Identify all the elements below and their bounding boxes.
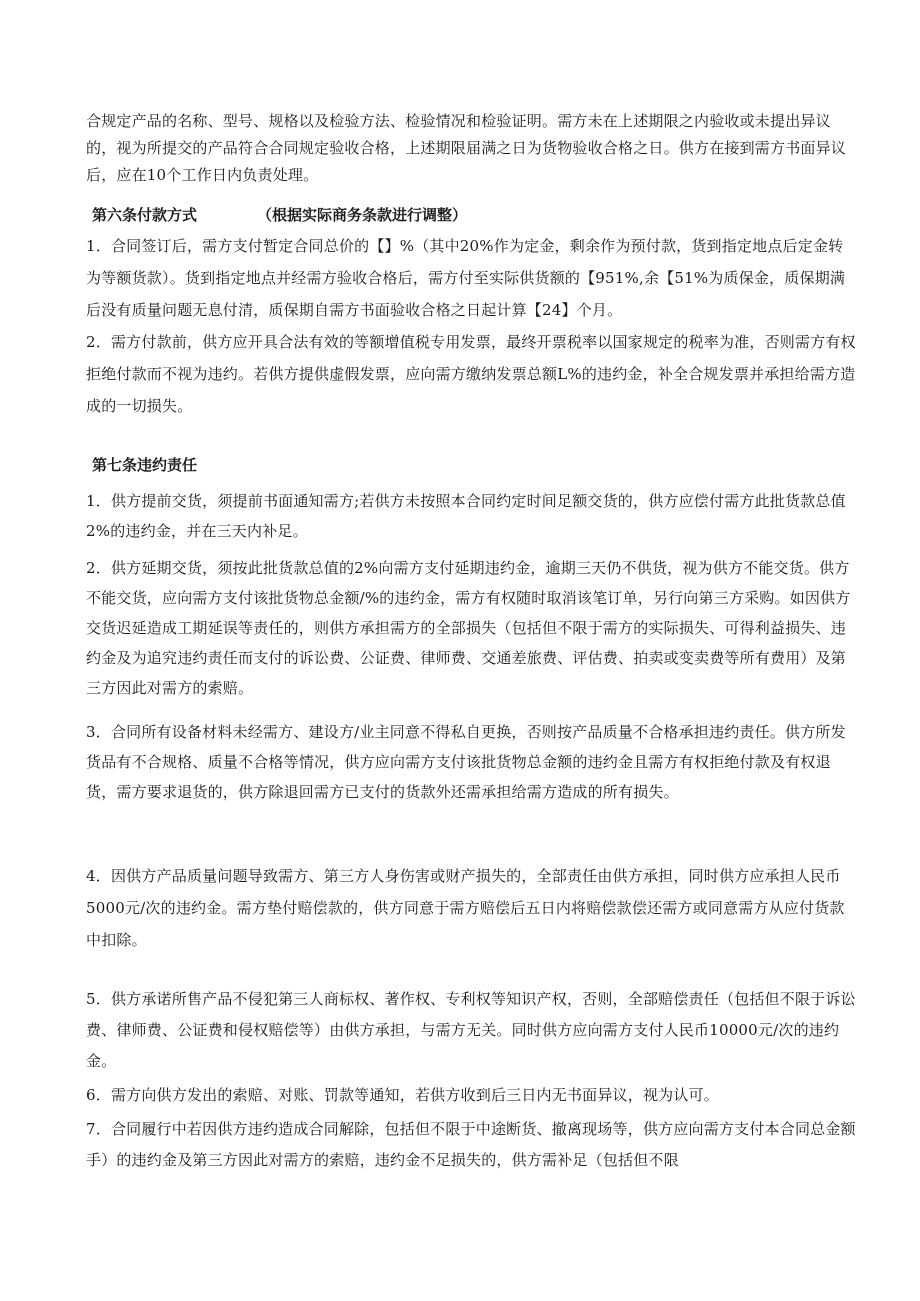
article-6-item-2: 2．需方付款前，供方应开具合法有效的等额增值税专用发票，最终开票税率以国家规定的税率为准，否则需方有权拒绝付款而不视为违约。若供方提供虚假发票，应向需方缴纳发票总额L%的违约金，补全合规发票并承担给需方造成的一切损失。 xyxy=(86,333,856,415)
article-7-item-2: 2．供方延期交货，须按此批货款总值的2%向需方支付延期违约金，逾期三天仍不供货，视为供方不能交货。供方不能交货，应向需方支付该批货物总金额/%的违约金，需方有权随时取消该笔订单，另行向第三方采购。如因供方交货迟延造成工期延误等责任的，则供方承担需方的全部损失（包括但不限于需方的实际损失、可得利益损失、违约金及为追究违约责任而支付的诉讼费、公证费、律师费、交通差旅费、评估费、拍卖或变卖费等所有费用）及第三方因此对需方的索赔。 xyxy=(86,559,851,697)
article-6-item-1: 1．合同签订后，需方支付暂定合同总价的【】%（其中20%作为定金，剩余作为预付款，货到指定地点后定金转为等额货款）。货到指定地点并经需方验收合格后，需方付至实际供货额的【951%,余【51%为质保金，质保期满后没有质量问题无息付清，质保期自需方书面验收合格之日起计算【24】个月。 xyxy=(86,237,846,319)
article-7-item-4: 4．因供方产品质量问题导致需方、第三方人身伤害或财产损失的，全部责任由供方承担，同时供方应承担人民币5000元/次的违约金。需方垫付赔偿款的，供方同意于需方赔偿后五日内将赔偿款偿还需方或同意需方从应付货款中扣除。 xyxy=(86,867,845,949)
article-7-item-4-block xyxy=(86,860,856,956)
intro-paragraph: 合规定产品的名称、型号、规格以及检验方法、检验情况和检验证明。需方未在上述期限之内验收或未提出异议的，视为所提交的产品符合合同规定验收合格，上述期限届满之日为货物验收合格之日。供方在接到需方书面异议后，应在10个工作日内负责处理。 xyxy=(86,112,847,184)
article-7-title: 第七条违约责任 xyxy=(92,456,198,474)
article-7-item-6-block xyxy=(86,1080,856,1110)
article-7-item-3-block xyxy=(86,717,856,807)
article-6-item-1-block xyxy=(86,230,856,326)
article-7-item-6: 6．需方向供方发出的索赔、对账、罚款等通知，若供方收到后三日内无书面异议，视为认可。 xyxy=(86,1086,719,1104)
article-7-heading xyxy=(92,454,197,475)
article-7-item-2-block xyxy=(86,553,856,703)
article-7-item-7: 7．合同履行中若因供方违约造成合同解除，包括但不限于中途断货、撤离现场等，供方应向需方支付本合同总金额手）的违约金及第三方因此对需方的索赔，违约金不足损失的，供方需补足（包括但不限 xyxy=(86,1120,856,1169)
article-6-item-2-block xyxy=(86,326,856,422)
article-7-item-3: 3．合同所有设备材料未经需方、建设方/业主同意不得私自更换，否则按产品质量不合格承担违约责任。供方所发货品有不合规格、质量不合格等情况，供方应向需方支付该批货物总金额的违约金且需方有权拒绝付款及有权退货，需方要求退货的，供方除退回需方已支付的货款外还需承担给需方造成的所有损失。 xyxy=(86,723,846,801)
article-6-note: （根据实际商务条款进行调整） xyxy=(257,206,468,224)
article-7-item-5-block xyxy=(86,984,856,1077)
article-7-item-7-block xyxy=(86,1114,856,1176)
article-7-item-1: 1．供方提前交货，须提前书面通知需方;若供方未按照本合同约定时间足额交货的，供方应偿付需方此批货款总值2%的违约金，并在三天内补足。 xyxy=(86,492,846,540)
article-7-item-5: 5．供方承诺所售产品不侵犯第三人商标权、著作权、专利权等知识产权，否则，全部赔偿责任（包括但不限于诉讼费、律师费、公证费和侵权赔偿等）由供方承担，与需方无关。同时供方应向需方支付人民币10000元/次的违约金。 xyxy=(86,990,856,1070)
article-7-item-1-block xyxy=(86,486,856,546)
article-6-heading xyxy=(92,204,467,225)
article-6-title: 第六条付款方式 xyxy=(92,206,198,224)
intro-paragraph-block xyxy=(86,108,856,189)
